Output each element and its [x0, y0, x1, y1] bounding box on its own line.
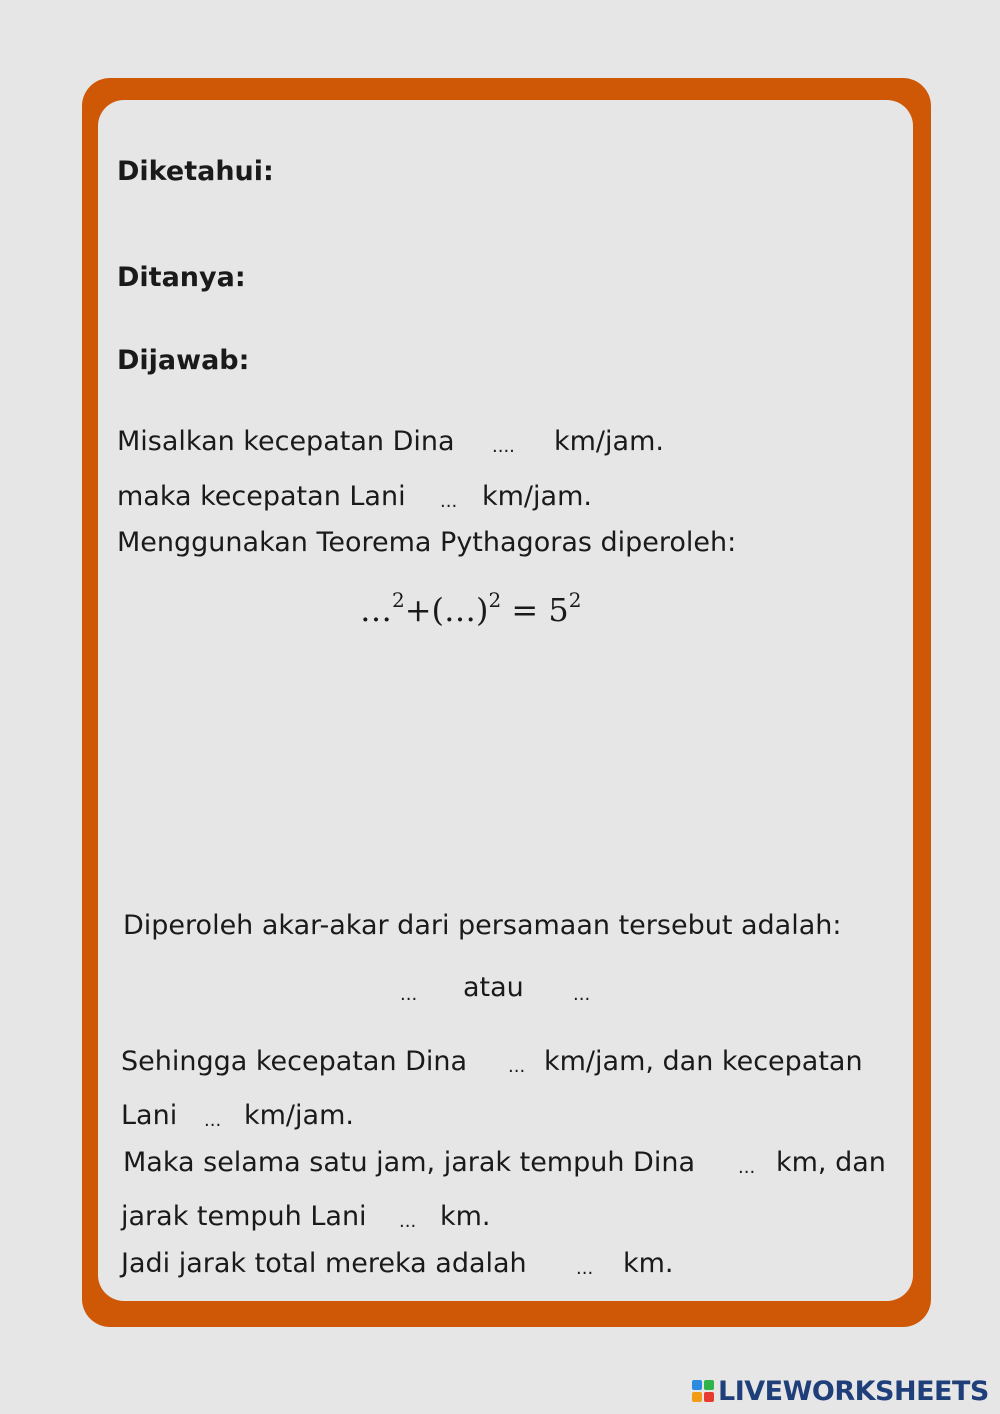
line-pythagoras-text: Menggunakan Teorema Pythagoras diperoleh:	[117, 527, 737, 558]
eq-rhs: = 5	[501, 591, 569, 629]
section-answered-heading: Dijawab:	[117, 345, 250, 376]
conclusion-dina-speed-blank[interactable]: ...	[508, 1056, 526, 1077]
section-asked-heading: Ditanya:	[117, 262, 246, 293]
conclusion-lani-distance-blank[interactable]: ...	[399, 1211, 417, 1232]
eq-exp-1: 2	[392, 588, 405, 612]
eq-blank-2[interactable]: +(…)	[404, 591, 489, 629]
conclusion-lani-distance-text: jarak tempuh Lani	[121, 1201, 367, 1232]
line-lani-speed-unit: km/jam.	[482, 481, 592, 512]
liveworksheets-logo	[692, 1374, 989, 1408]
eq-exp-2: 2	[488, 588, 502, 612]
roots-intro-text: Diperoleh akar-akar dari persamaan tersebut adalah:	[123, 910, 842, 941]
eq-exp-3: 2	[568, 588, 582, 612]
line-lani-speed-text: maka kecepatan Lani	[117, 481, 406, 512]
line-dina-speed-unit: km/jam.	[554, 426, 664, 457]
conclusion-lani-speed-unit: km/jam.	[244, 1100, 354, 1131]
conclusion-dina-distance-text: Maka selama satu jam, jarak tempuh Dina	[123, 1147, 695, 1178]
line-dina-speed-text: Misalkan kecepatan Dina	[117, 426, 455, 457]
roots-connector: atau	[463, 972, 524, 1003]
conclusion-lani-speed-blank[interactable]: ...	[204, 1110, 222, 1131]
root-2-blank[interactable]: ...	[573, 984, 591, 1005]
dina-speed-blank[interactable]: ....	[492, 436, 515, 457]
conclusion-dina-speed-text: Sehingga kecepatan Dina	[121, 1046, 468, 1077]
logo-wordmark: LIVEWORKSHEETS	[718, 1375, 989, 1407]
root-1-blank[interactable]: ...	[400, 984, 418, 1005]
conclusion-dina-distance-blank[interactable]: ...	[738, 1157, 756, 1178]
conclusion-total-distance-unit: km.	[623, 1248, 674, 1279]
lani-speed-blank[interactable]: ...	[440, 491, 458, 512]
conclusion-total-distance-blank[interactable]: ...	[576, 1258, 594, 1279]
conclusion-total-distance-text: Jadi jarak total mereka adalah	[121, 1248, 527, 1279]
conclusion-dina-speed-tail: km/jam, dan kecepatan	[544, 1046, 863, 1077]
eq-blank-1[interactable]: …	[360, 591, 392, 629]
section-known-heading: Diketahui:	[117, 156, 274, 187]
pythagoras-equation	[360, 588, 582, 629]
conclusion-lani-distance-unit: km.	[440, 1201, 491, 1232]
conclusion-dina-distance-tail: km, dan	[776, 1147, 886, 1178]
conclusion-lani-speed-text: Lani	[121, 1100, 178, 1131]
logo-grid-icon	[692, 1380, 714, 1402]
